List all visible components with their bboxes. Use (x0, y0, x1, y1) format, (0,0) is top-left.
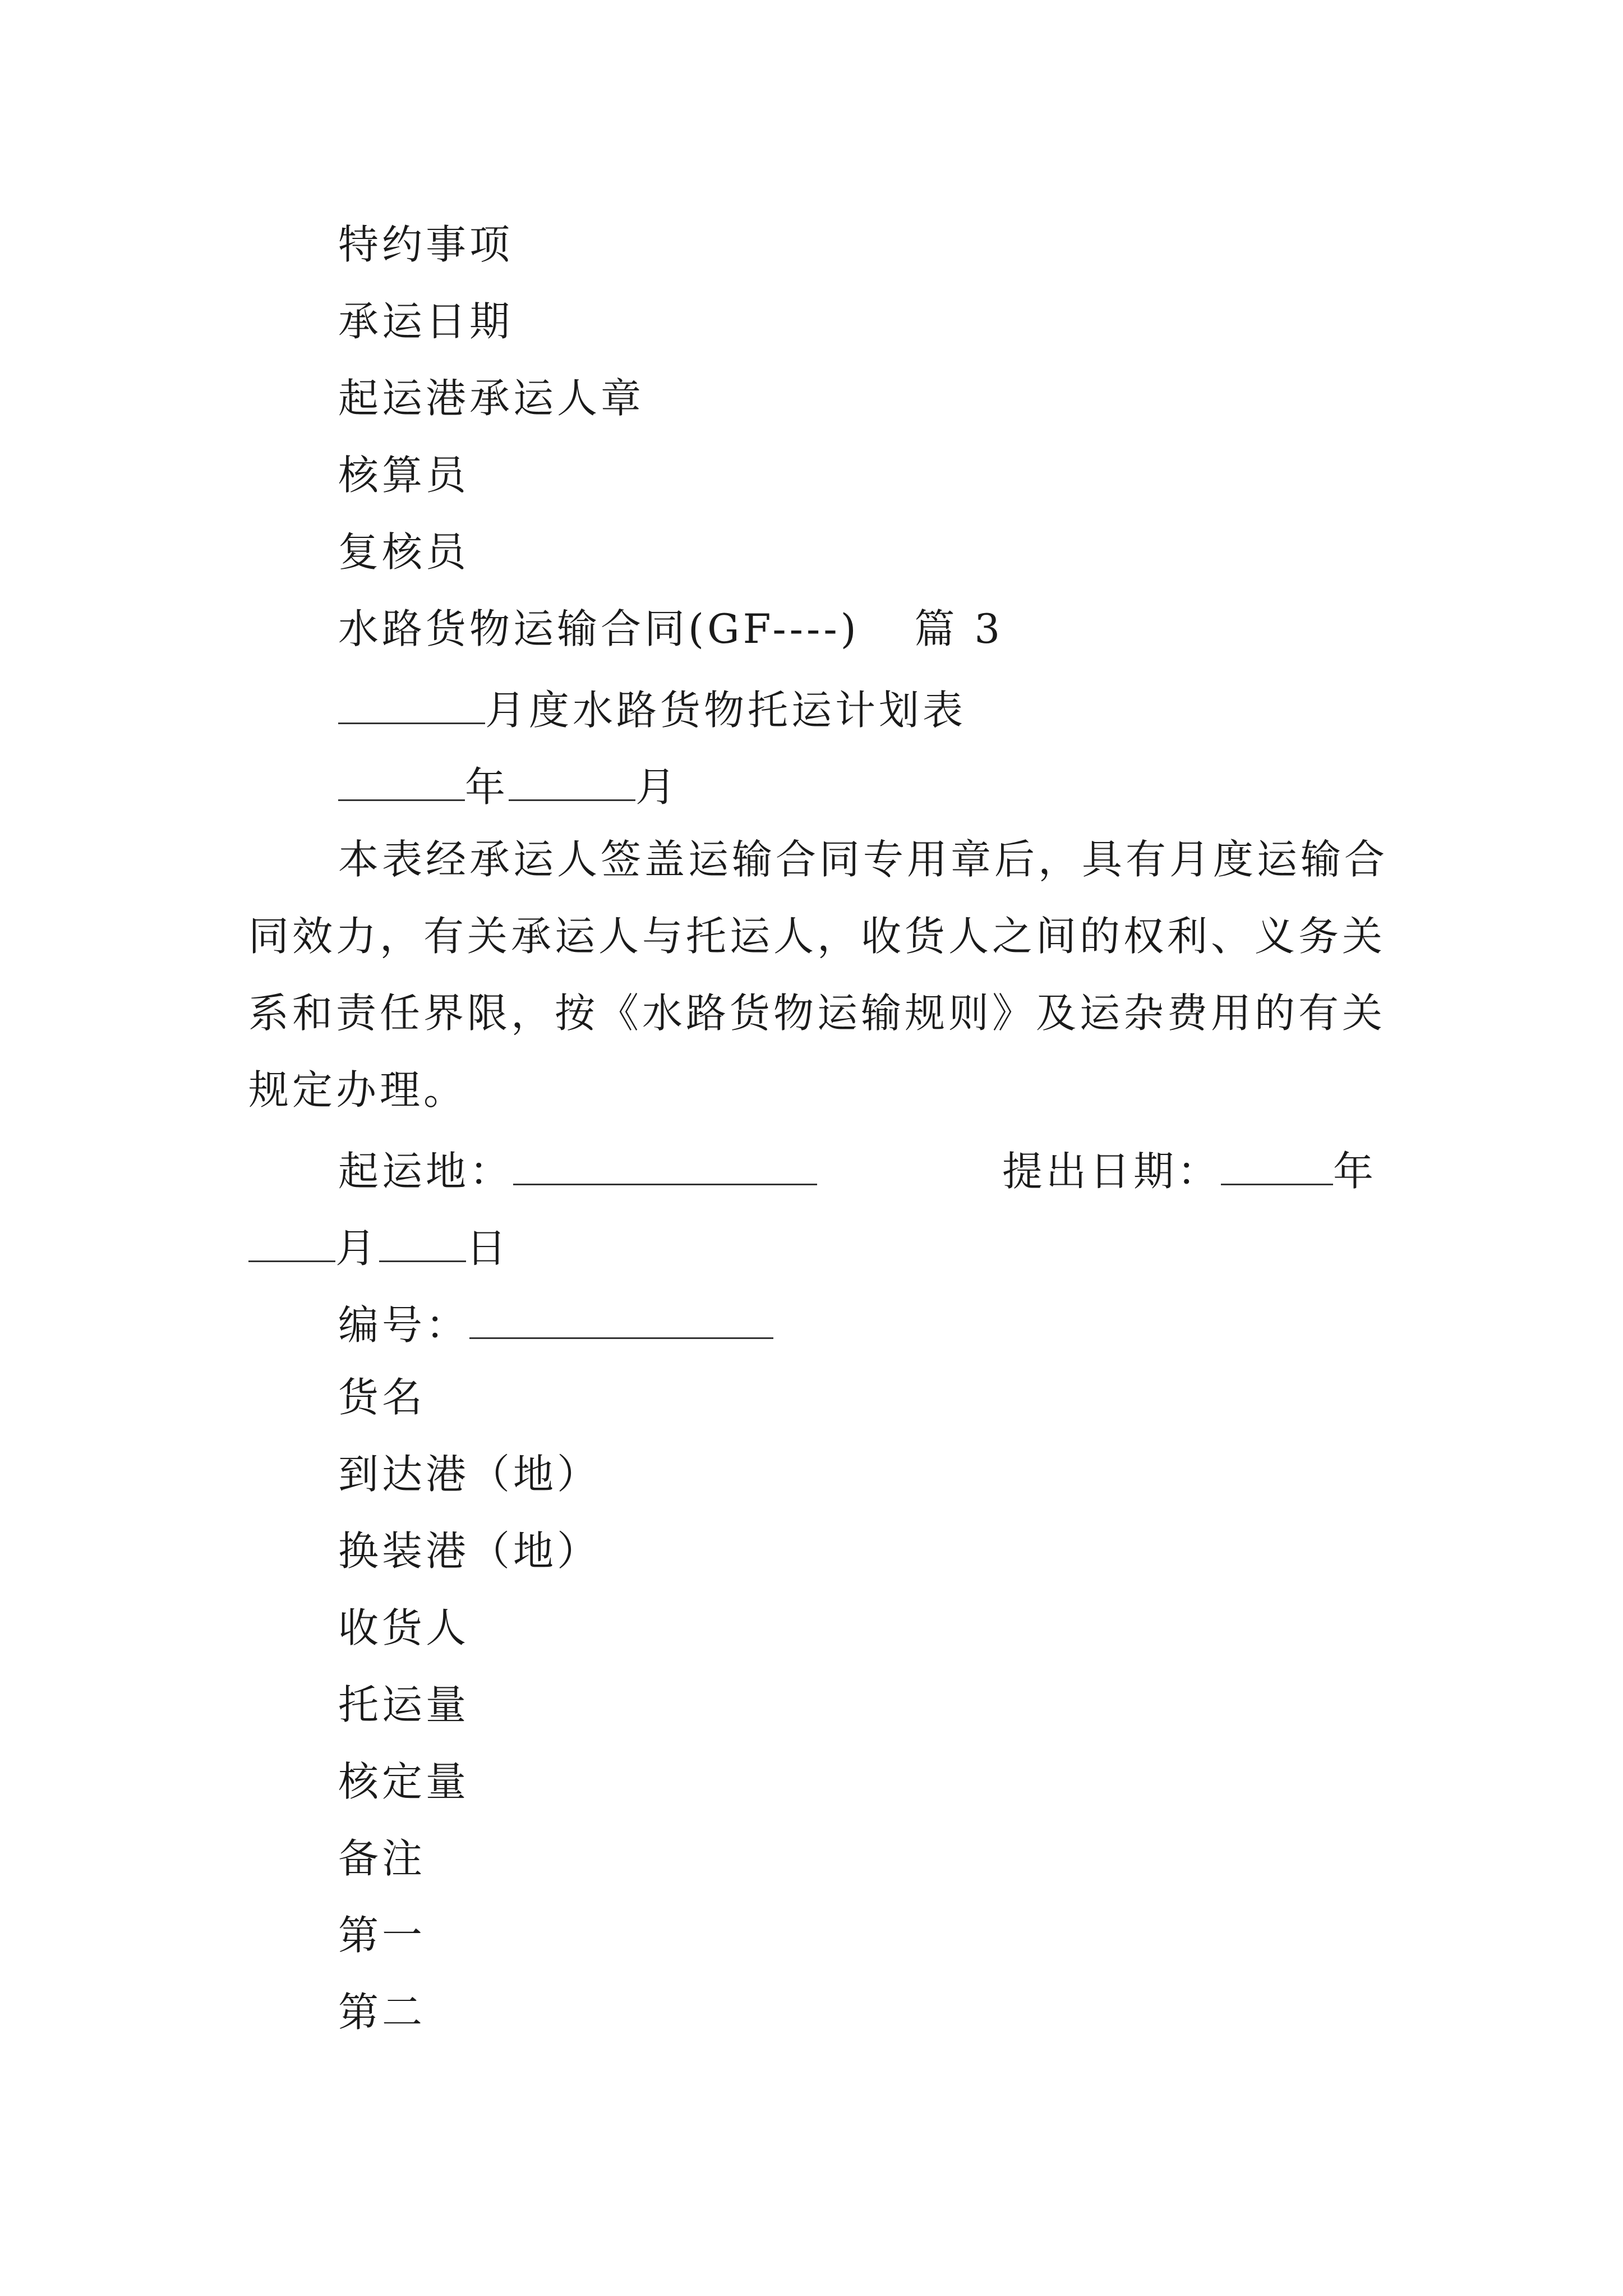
period-month: 月 (635, 763, 680, 811)
paragraph-line-4: 规定办理。 (248, 1066, 468, 1114)
heading-title: 水路货物运输合同(GF----) (338, 605, 860, 652)
period-year: 年 (465, 763, 509, 811)
origin-label: 起运地： (338, 1148, 514, 1195)
text-carriage-date: 承运日期 (338, 298, 514, 345)
field-goods-name: 货名 (338, 1374, 426, 1421)
blank-underline (338, 685, 485, 724)
number-label: 编号： (338, 1301, 470, 1349)
submit-date-cont (248, 1223, 510, 1272)
day-blank (379, 1223, 466, 1262)
submit-date (1002, 1147, 1377, 1195)
heading-section: 篇 3 (914, 605, 1004, 652)
number-line (338, 1300, 773, 1349)
section-heading (338, 605, 1004, 652)
field-approved-volume: 核定量 (338, 1758, 470, 1805)
field-shipping-volume: 托运量 (338, 1681, 470, 1728)
plan-period (338, 762, 680, 811)
paragraph-line-2: 同效力，有关承运人与托运人，收货人之间的权利、义务关 (248, 913, 1386, 960)
year-blank (1221, 1147, 1333, 1185)
origin-blank (513, 1147, 817, 1185)
month-blank (248, 1223, 335, 1262)
origin-line (338, 1147, 817, 1195)
plan-title (338, 685, 967, 734)
text-reviewer: 复核员 (338, 528, 470, 576)
plan-title-suffix: 月度水路货物托运计划表 (485, 687, 967, 734)
blank-underline (338, 762, 465, 801)
text-accountant: 核算员 (338, 452, 470, 499)
field-first: 第一 (338, 1912, 426, 1959)
submit-day: 日 (466, 1225, 510, 1272)
paragraph-line-3: 系和责任界限，按《水路货物运输规则》及运杂费用的有关 (248, 990, 1386, 1037)
number-blank (469, 1300, 773, 1339)
field-arrival-port: 到达港（地） (338, 1451, 601, 1498)
submit-month: 月 (335, 1225, 380, 1272)
field-transfer-port: 换装港（地） (338, 1527, 601, 1575)
submit-date-label: 提出日期： (1002, 1148, 1221, 1195)
field-second: 第二 (338, 1989, 426, 2036)
field-remarks: 备注 (338, 1835, 426, 1882)
submit-year: 年 (1333, 1148, 1377, 1195)
text-departure-port-seal: 起运港承运人章 (338, 375, 645, 422)
paragraph-line-1: 本表经承运人签盖运输合同专用章后，具有月度运输合 (338, 836, 1389, 883)
blank-underline (509, 762, 635, 801)
field-consignee: 收货人 (338, 1604, 470, 1651)
text-special-terms: 特约事项 (338, 221, 514, 268)
